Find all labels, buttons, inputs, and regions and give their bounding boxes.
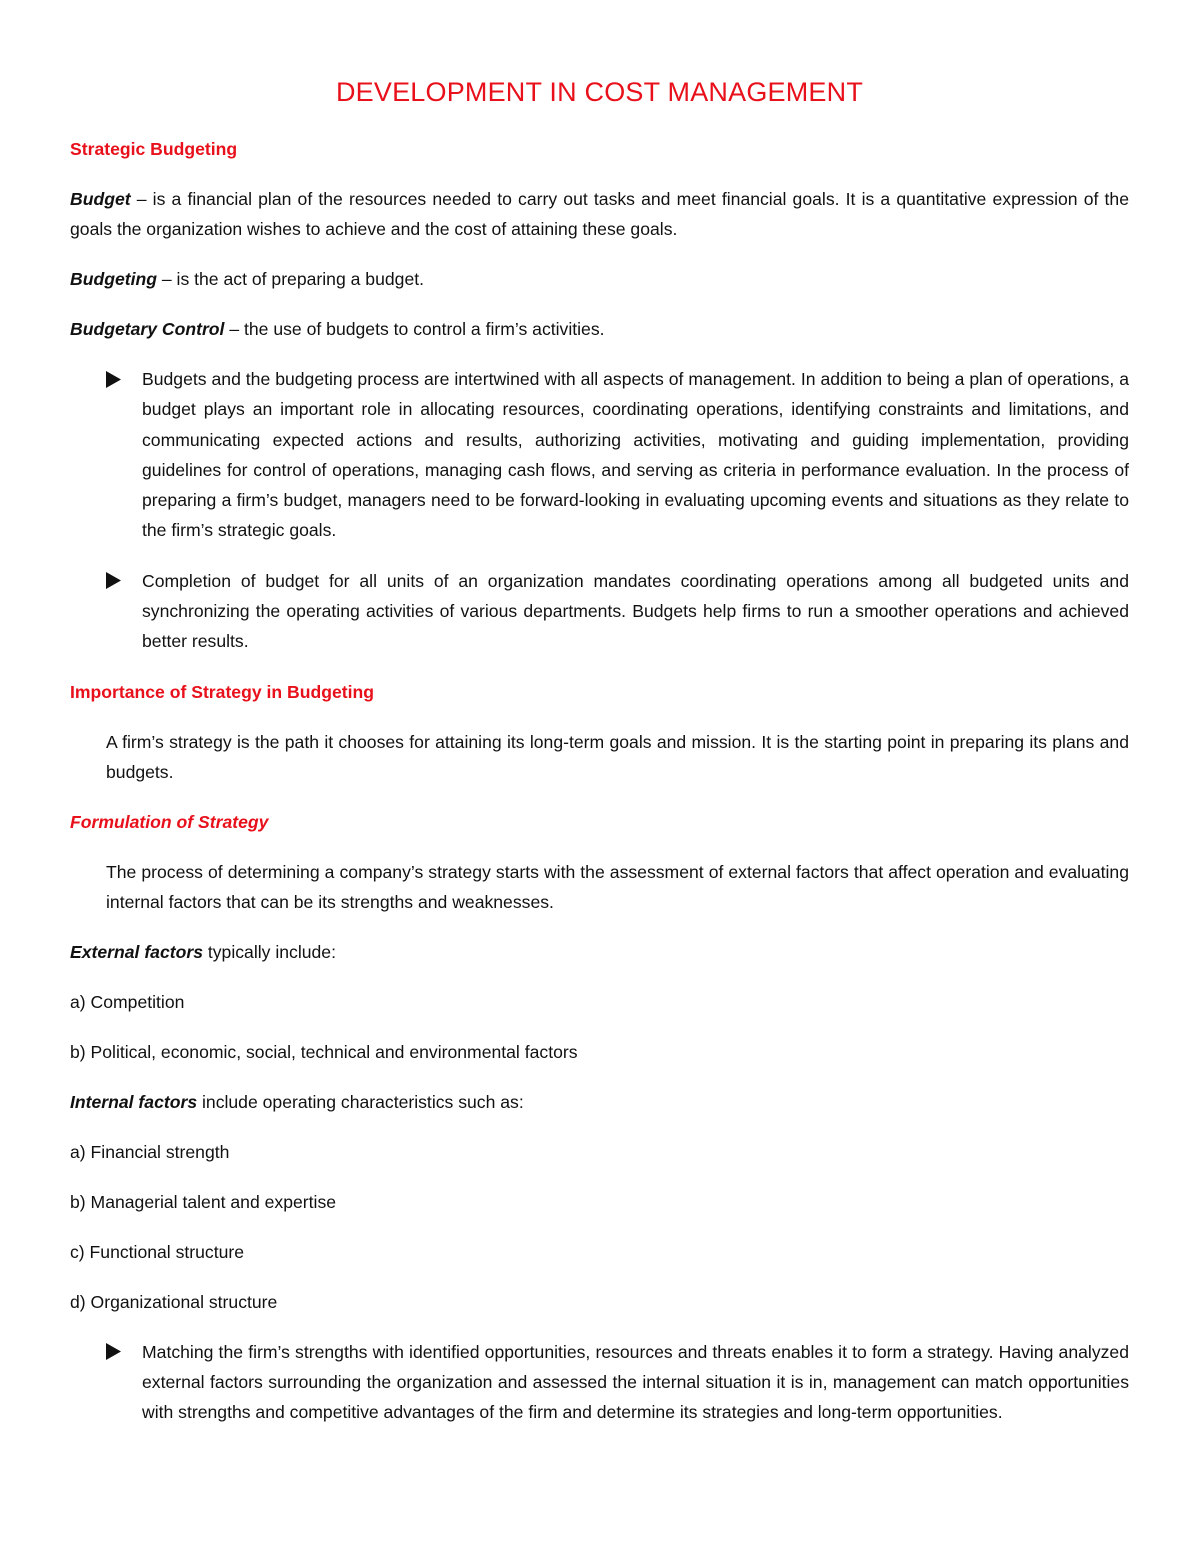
- budget-term: Budget: [70, 189, 131, 209]
- budgeting-definition-text: – is the act of preparing a budget.: [156, 269, 425, 289]
- bullet-item: [70, 364, 1129, 546]
- arrow-bullet-icon: [70, 566, 142, 596]
- section-heading-formulation: Formulation of Strategy: [70, 811, 269, 832]
- budgeting-term: Budgeting: [70, 269, 157, 289]
- budgetary-control-definition: [70, 314, 1129, 344]
- internal-factors-rest: include operating characteristics such as:: [197, 1091, 524, 1112]
- formulation-text: The process of determining a company’s strategy starts with the assessment of external factors that affect operation and evaluating internal factors that can be its strengths and weaknesses.: [106, 861, 1129, 912]
- bullet-text: Completion of budget for all units of an organization mandates coordinating operations among all budgeted units and synchronizing the operating activities of various departments. Budgets help firms to run a smoother operations and achieved better results.: [142, 570, 1129, 652]
- external-factors-intro: [70, 937, 1129, 967]
- external-factors-rest: typically include:: [202, 941, 336, 962]
- internal-factors-intro: [70, 1087, 1129, 1117]
- section-heading-strategic-budgeting: Strategic Budgeting: [70, 139, 238, 159]
- page-title: DEVELOPMENT IN COST MANAGEMENT: [335, 77, 864, 107]
- budget-definition-text: – is a financial plan of the resources needed to carry out tasks and meet financial goals. It is a quantitative expression of the goals the organization wishes to achieve and the cost of attaining these goals.: [70, 189, 1129, 239]
- budget-definition: [70, 184, 1129, 244]
- list-item: a) Competition: [70, 991, 185, 1012]
- list-item: b) Political, economic, social, technical and environmental factors: [70, 1041, 578, 1062]
- bullet-text: Matching the firm’s strengths with identified opportunities, resources and threats enables it to form a strategy. Having analyzed external factors surrounding the organization and assessed the internal situation it is in, management can match opportunities with strengths and competitive advantages of the firm and determine its strategies and long-term opportunities.: [142, 1341, 1129, 1423]
- arrow-bullet-icon: [70, 1337, 142, 1367]
- importance-text: A firm’s strategy is the path it chooses for attaining its long-term goals and mission. It is the starting point in preparing its plans and budgets.: [106, 731, 1129, 782]
- bullet-item: [70, 1337, 1129, 1428]
- list-item: c) Functional structure: [70, 1241, 245, 1262]
- external-factors-term: External factors: [70, 941, 203, 962]
- internal-factors-term: Internal factors: [70, 1091, 198, 1112]
- budgetary-control-term: Budgetary Control: [70, 319, 225, 339]
- budgetary-control-definition-text: – the use of budgets to control a firm’s activities.: [224, 319, 605, 339]
- bullet-text: Budgets and the budgeting process are intertwined with all aspects of management. In addition to being a plan of operations, a budget plays an important role in allocating resources, coordinating operations, identifying constraints and limitations, and communicating expected actions and results, authorizing activities, motivating and guiding implementation, providing guidelines for control of operations, managing cash flows, and serving as criteria in performance evaluation. In the process of preparing a firm’s budget, managers need to be forward-looking in evaluating upcoming events and situations as they relate to the firm’s strategic goals.: [142, 369, 1129, 541]
- budgeting-definition: [70, 264, 1129, 294]
- section-heading-importance: Importance of Strategy in Budgeting: [70, 681, 374, 702]
- arrow-bullet-icon: [70, 364, 142, 394]
- list-item: d) Organizational structure: [70, 1291, 278, 1312]
- list-item: a) Financial strength: [70, 1141, 230, 1162]
- bullet-item: [70, 566, 1129, 657]
- list-item: b) Managerial talent and expertise: [70, 1191, 337, 1212]
